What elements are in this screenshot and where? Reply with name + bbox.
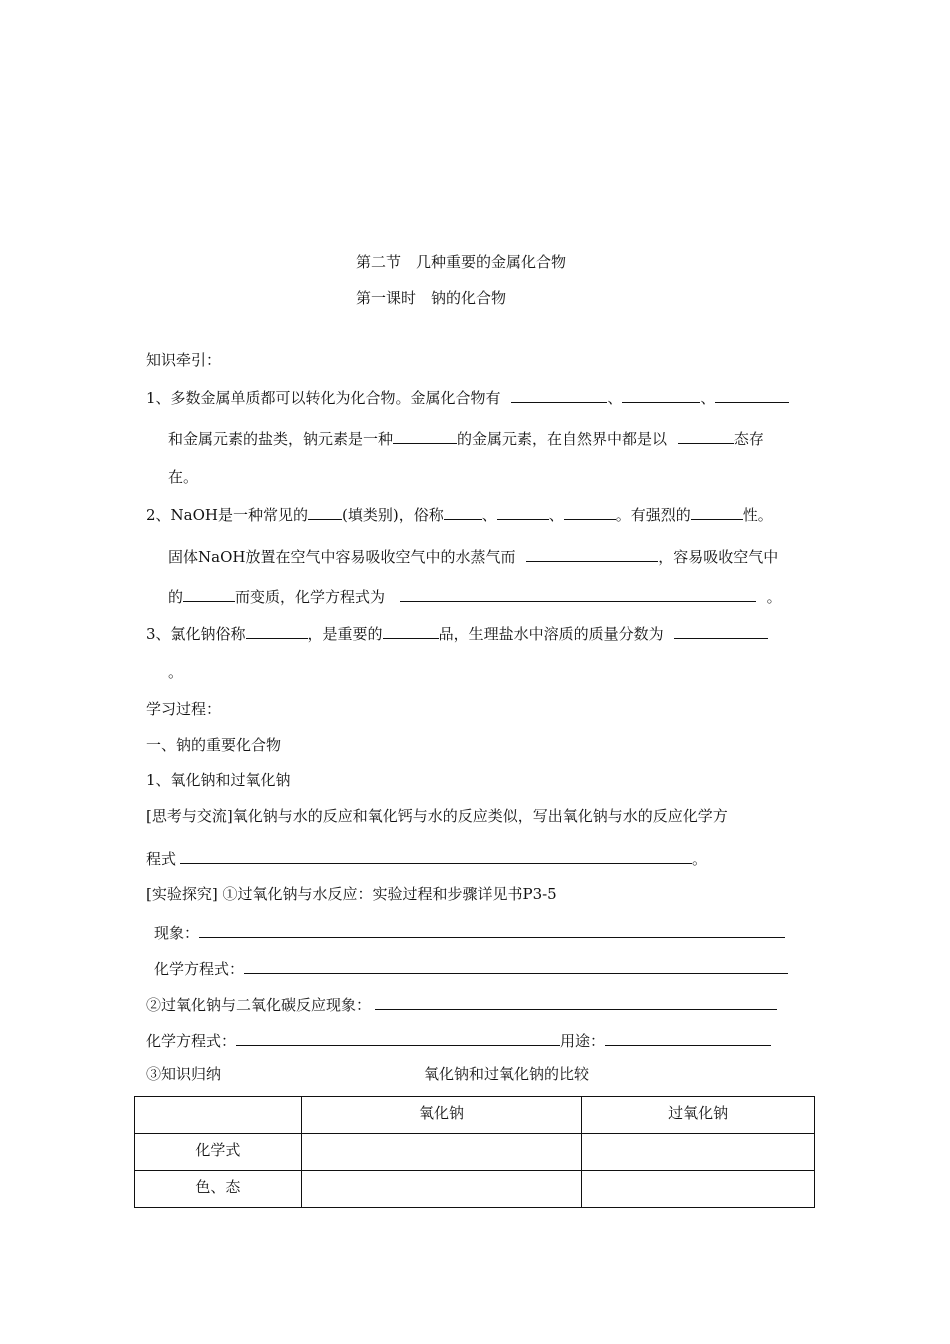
blank[interactable] bbox=[244, 957, 788, 974]
table-row-label: 化学式 bbox=[135, 1134, 302, 1171]
think-text: 程式 bbox=[146, 850, 177, 868]
page-subtitle: 第一课时 钠的化合物 bbox=[356, 289, 507, 307]
q1-text: 1、多数金属单质都可以转化为化合物。金属化合物有 bbox=[146, 389, 501, 407]
equation-label: 化学方程式： bbox=[154, 960, 245, 978]
q2-line3 bbox=[168, 585, 782, 607]
section-heading: 一、钠的重要化合物 bbox=[146, 736, 282, 754]
co2-label: ②过氧化钠与二氧化碳反应现象： bbox=[146, 996, 372, 1014]
q3-line1 bbox=[146, 622, 768, 644]
q3-text: 3、氯化钠俗称 bbox=[146, 625, 246, 643]
q2-text: 。 bbox=[766, 588, 782, 606]
separator: 、 bbox=[548, 506, 564, 524]
q1-text: 和金属元素的盐类，钠元素是一种 bbox=[168, 430, 394, 448]
q3-text: 品，生理盐水中溶质的质量分数为 bbox=[438, 625, 664, 643]
phenomenon-label: 现象： bbox=[154, 924, 200, 942]
blank[interactable] bbox=[383, 622, 439, 639]
q3-line2: 。 bbox=[168, 663, 184, 681]
table-header-cell bbox=[135, 1097, 302, 1134]
blank[interactable] bbox=[236, 1029, 560, 1046]
q1-text: 的金属元素，在自然界中都是以 bbox=[457, 430, 668, 448]
blank[interactable] bbox=[393, 427, 457, 444]
q2-text: 。有强烈的 bbox=[615, 506, 691, 524]
blank[interactable] bbox=[622, 386, 700, 403]
blank[interactable] bbox=[199, 921, 785, 938]
summary-label: ③知识归纳 bbox=[146, 1065, 222, 1083]
table-cell[interactable] bbox=[301, 1171, 582, 1208]
blank[interactable] bbox=[400, 585, 756, 602]
q3-text: ，是重要的 bbox=[307, 625, 383, 643]
comparison-table bbox=[134, 1096, 815, 1208]
think-line2 bbox=[146, 847, 707, 869]
q1-line2 bbox=[168, 427, 764, 449]
equation2-line bbox=[146, 1029, 771, 1051]
blank[interactable] bbox=[674, 622, 768, 639]
table-header-row bbox=[135, 1097, 815, 1134]
blank[interactable] bbox=[497, 503, 549, 520]
separator: 、 bbox=[481, 506, 497, 524]
co2-line bbox=[146, 993, 777, 1015]
separator: 、 bbox=[700, 389, 716, 407]
equation2-label: 化学方程式： bbox=[146, 1032, 237, 1050]
table-cell[interactable] bbox=[301, 1134, 582, 1171]
q2-text: 固体NaOH放置在空气中容易吸收空气中的水蒸气而 bbox=[168, 548, 516, 566]
q2-line2 bbox=[168, 545, 778, 567]
table-cell[interactable] bbox=[582, 1134, 815, 1171]
intro-heading: 知识牵引： bbox=[146, 351, 222, 369]
blank[interactable] bbox=[308, 503, 342, 520]
table-header-cell: 氧化钠 bbox=[301, 1097, 582, 1134]
blank[interactable] bbox=[605, 1029, 771, 1046]
blank[interactable] bbox=[180, 847, 692, 864]
blank[interactable] bbox=[715, 386, 789, 403]
q2-text: 2、NaOH是一种常见的 bbox=[146, 506, 308, 524]
q2-text: 的 bbox=[168, 588, 184, 606]
blank[interactable] bbox=[511, 386, 607, 403]
q2-text: ，容易吸收空气中 bbox=[658, 548, 779, 566]
subsection-heading: 1、氧化钠和过氧化钠 bbox=[146, 771, 291, 789]
equation-line bbox=[154, 957, 788, 979]
think-text: 。 bbox=[692, 850, 708, 868]
table-header-cell: 过氧化钠 bbox=[582, 1097, 815, 1134]
q1-line3: 在。 bbox=[168, 468, 199, 486]
experiment-line: [实验探究] ①过氧化钠与水反应：实验过程和步骤详见书P3-5 bbox=[146, 885, 557, 903]
table-row-label: 色、态 bbox=[135, 1171, 302, 1208]
phenomenon-line bbox=[154, 921, 785, 943]
blank[interactable] bbox=[526, 545, 658, 562]
table-title: 氧化钠和过氧化钠的比较 bbox=[424, 1065, 590, 1083]
blank[interactable] bbox=[564, 503, 616, 520]
think-line1: [思考与交流]氧化钠与水的反应和氧化钙与水的反应类似，写出氧化钠与水的反应化学方 bbox=[146, 807, 728, 825]
blank[interactable] bbox=[375, 993, 777, 1010]
table-row bbox=[135, 1134, 815, 1171]
q1-line1 bbox=[146, 386, 789, 408]
page-title: 第二节 几种重要的金属化合物 bbox=[356, 253, 567, 271]
blank[interactable] bbox=[183, 585, 235, 602]
q2-text: (填类别)，俗称 bbox=[342, 506, 444, 524]
process-heading: 学习过程： bbox=[146, 700, 222, 718]
blank[interactable] bbox=[246, 622, 308, 639]
blank[interactable] bbox=[678, 427, 734, 444]
q2-text: 性。 bbox=[742, 506, 773, 524]
blank[interactable] bbox=[444, 503, 482, 520]
q2-text: 而变质，化学方程式为 bbox=[235, 588, 386, 606]
table-row bbox=[135, 1171, 815, 1208]
table-cell[interactable] bbox=[582, 1171, 815, 1208]
separator: 、 bbox=[607, 389, 623, 407]
use-label: 用途： bbox=[560, 1032, 606, 1050]
blank[interactable] bbox=[691, 503, 743, 520]
q2-line1 bbox=[146, 503, 773, 525]
q1-text: 态存 bbox=[733, 430, 764, 448]
